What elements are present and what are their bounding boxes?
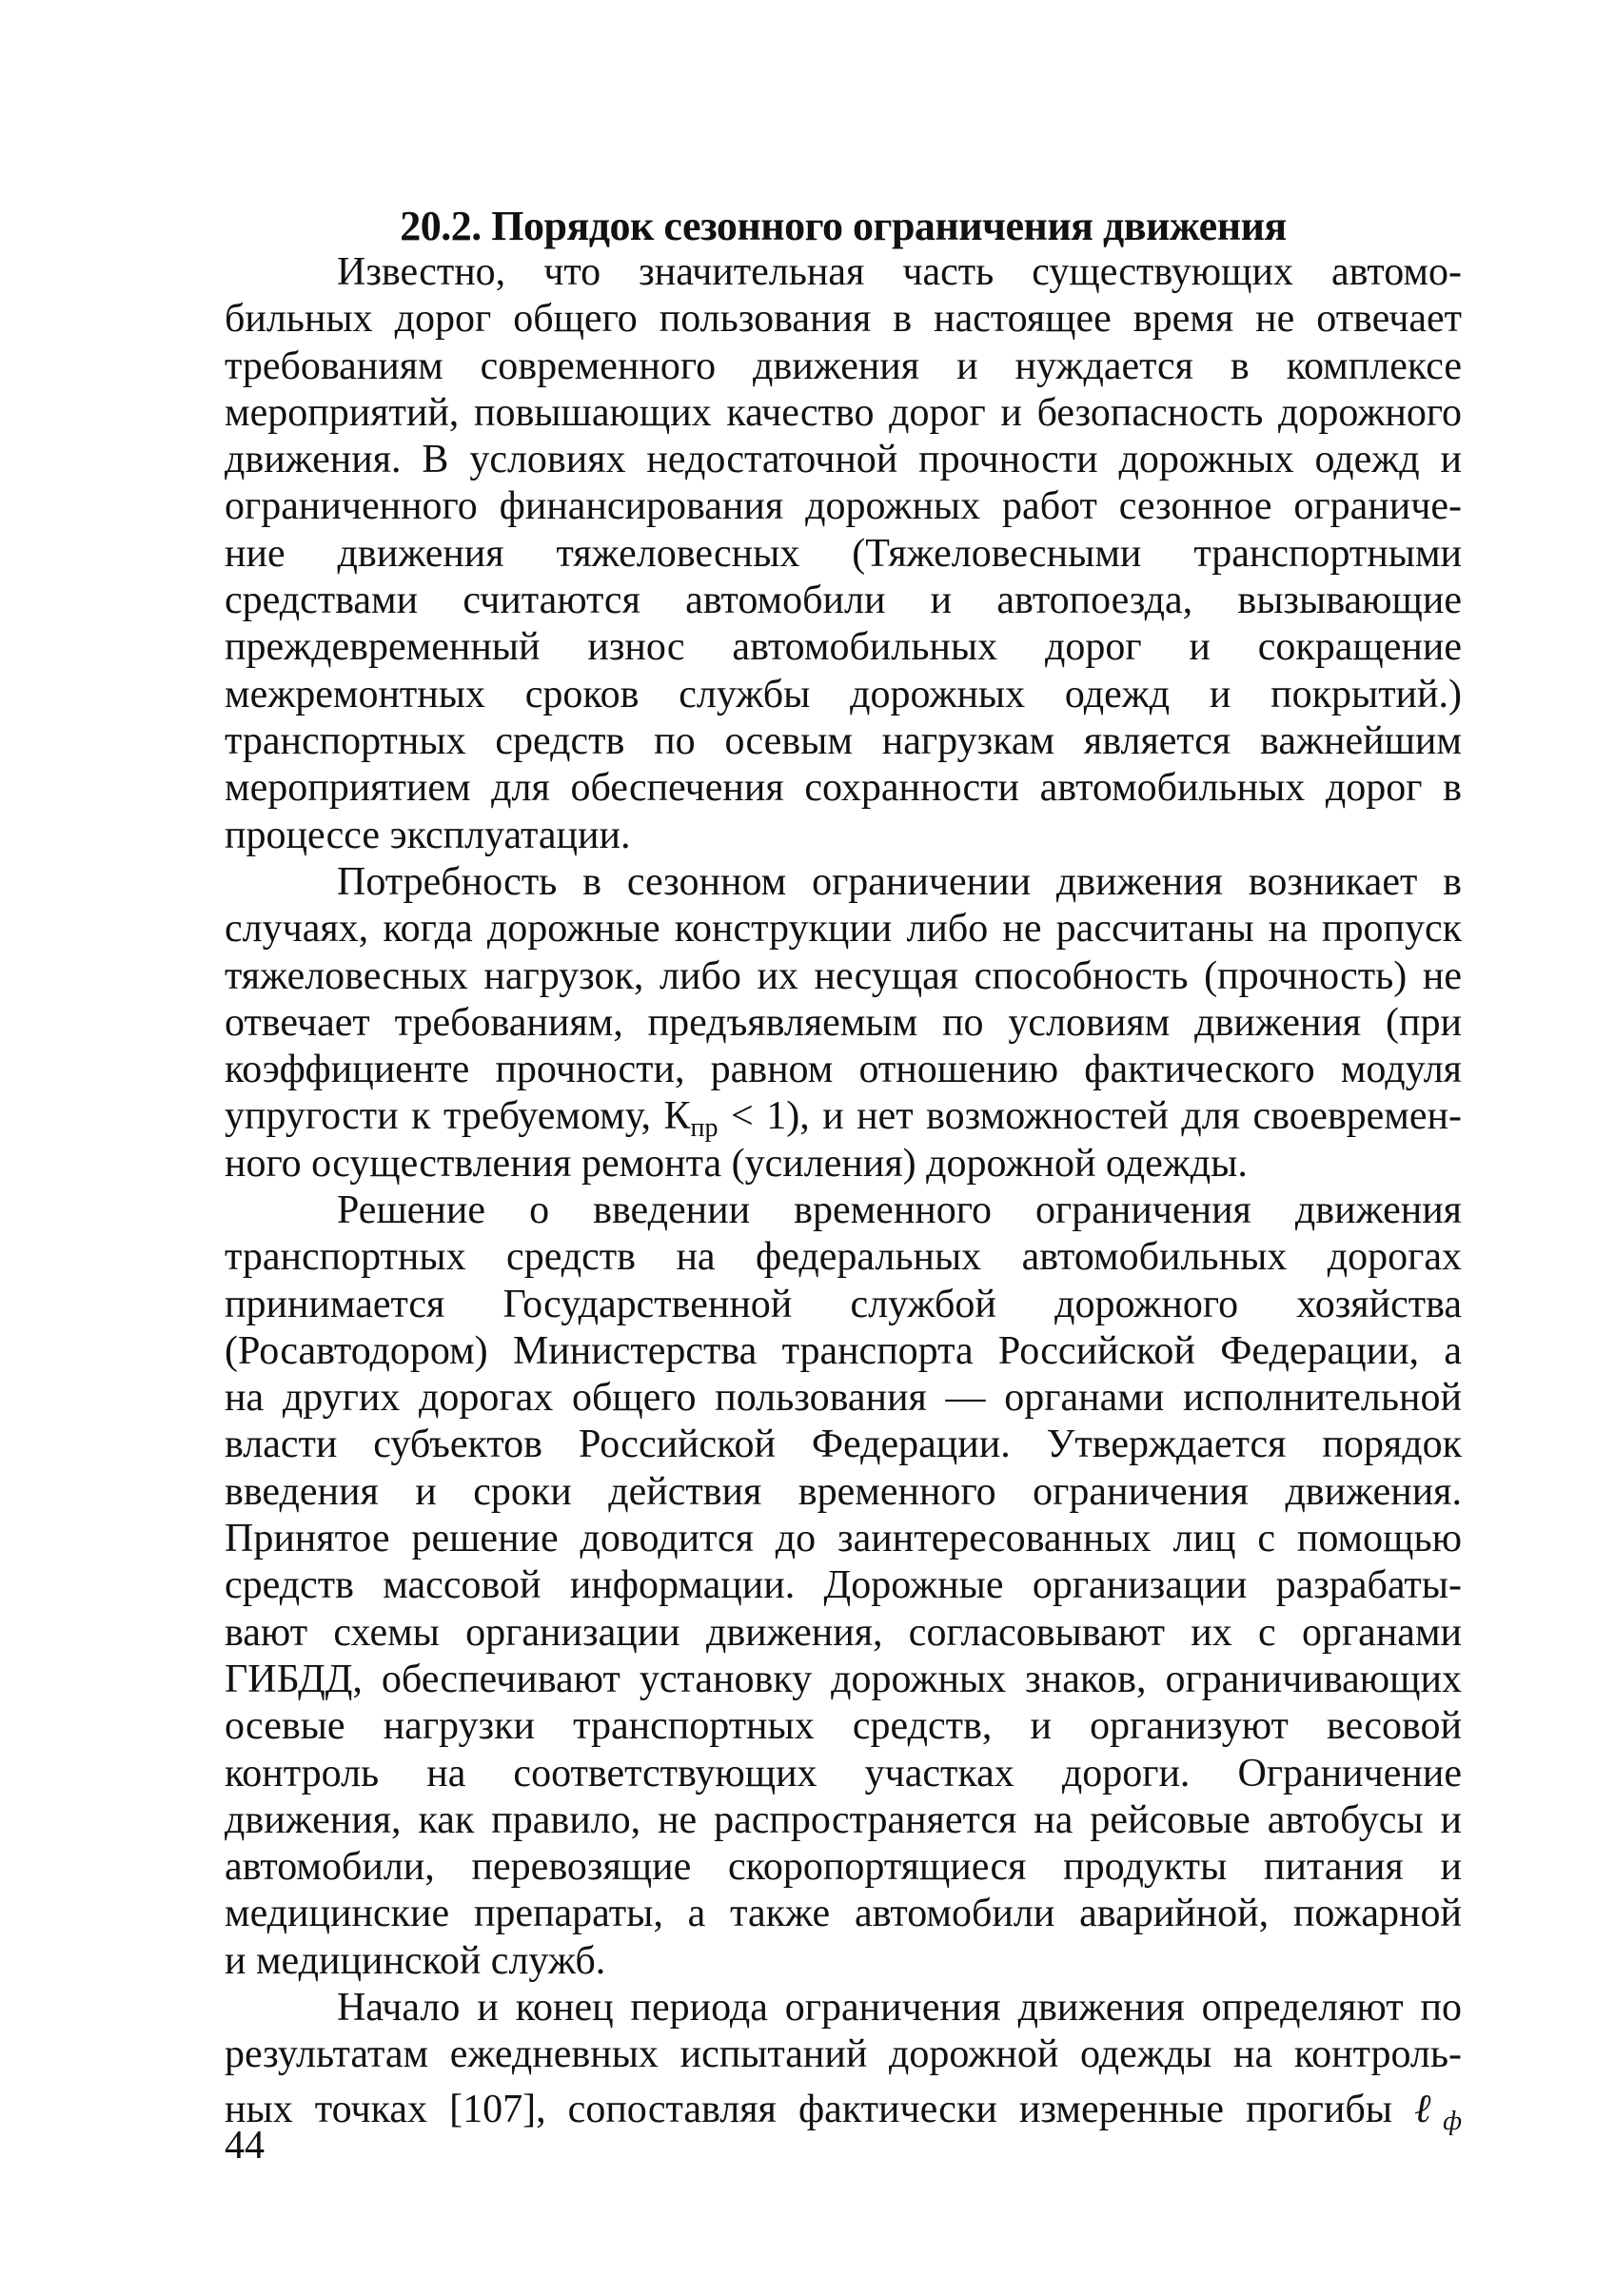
text-line-with-symbol: [225, 2087, 1463, 2136]
text-line: введения и сроки действия временного ограничения движения.: [225, 1469, 1462, 1514]
text-line: мероприятий, повышающих качество дорог и безопасность дорожного: [225, 390, 1462, 435]
text-line: Решение о введении временного ограничения движения: [337, 1188, 1462, 1232]
text-line: (Росавтодором) Министерства транспорта Российской Федерации, а: [225, 1328, 1462, 1373]
text-line: требованиям современного движения и нуждается в комплексе: [225, 343, 1462, 388]
text-line: контроль на соответствующих участках дороги. Ограничение: [225, 1751, 1462, 1796]
text-line: Начало и конец периода ограничения движения определяют по: [337, 1986, 1462, 2030]
text-line: межремонтных сроков службы дорожных одежд и покрытий.): [225, 672, 1462, 716]
text-line: и медицинской служб.: [225, 1938, 606, 1983]
text-line: транспортных средств на федеральных автомобильных дорогах: [225, 1235, 1462, 1280]
text-line: ного осуществления ремонта (усиления) дорожной одежды.: [225, 1141, 1248, 1186]
text-line: медицинские препараты, а также автомобили аварийной, пожарной: [225, 1892, 1462, 1936]
text-line: Известно, что значительная часть существующих автомо-: [337, 250, 1462, 294]
text-line-with-subscript: [225, 1093, 1462, 1144]
line-fragment: ных точках [107], сопоставляя фактически измеренные прогибы: [225, 2087, 1392, 2131]
text-line: ограниченного финансирования дорожных работ сезонное ограниче-: [225, 484, 1462, 529]
text-line: отвечает требованиям, предъявляемым по условиям движения (при: [225, 1000, 1462, 1045]
text-line: преждевременный износ автомобильных дорог и сокращение: [225, 625, 1462, 670]
text-line: Принятое решение доводится до заинтересованных лиц с помощью: [225, 1517, 1462, 1561]
paragraph-1: [225, 249, 1462, 859]
text-line: принимается Государственной службой дорожного хозяйства: [225, 1282, 1462, 1326]
text-line: на других дорогах общего пользования — органами исполнительной: [225, 1376, 1462, 1421]
symbol-letter: ℓ: [1414, 2087, 1444, 2131]
text-line: тяжеловесных нагрузок, либо их несущая способность (прочность) не: [225, 953, 1462, 998]
text-line: мероприятием для обеспечения сохранности автомобильных дорог в: [225, 766, 1462, 811]
text-line: бильных дорог общего пользования в настоящее время не отвечает: [225, 297, 1462, 342]
text-line: средствами считаются автомобили и автопоезда, вызывающие: [225, 579, 1462, 623]
page-number: 44: [225, 2124, 265, 2168]
subscript: пр: [690, 1113, 719, 1144]
text-line: ние движения тяжеловесных (Тяжеловесными транспортными: [225, 531, 1462, 576]
paragraph-2: [225, 859, 1462, 1187]
text-line: ГИБДД, обеспечивают установку дорожных знаков, ограничивающих: [225, 1657, 1462, 1701]
text-line: движения, как правило, не распространяется на рейсовые автобусы и: [225, 1797, 1462, 1842]
line-fragment: < 1), и нет возможностей для своевремен-: [718, 1094, 1462, 1139]
text-line: автомобили, перевозящие скоропортящиеся продукты питания и: [225, 1845, 1462, 1890]
text-line: коэффициенте прочности, равном отношению фактического модуля: [225, 1048, 1462, 1092]
section-title: 20.2. Порядок сезонного ограничения движения: [400, 203, 1287, 249]
text-line: осевые нагрузки транспортных средств, и организуют весовой: [225, 1704, 1462, 1749]
text-line: процессе эксплуатации.: [225, 813, 631, 857]
subscript: ф: [1443, 2106, 1463, 2136]
text-line: Потребность в сезонном ограничении движения возникает в: [337, 860, 1462, 904]
paragraph-4: [225, 1985, 1463, 2136]
text-line: средств массовой информации. Дорожные организации разрабаты-: [225, 1563, 1462, 1608]
deflection-symbol: [1414, 2087, 1463, 2136]
text-line: случаях, когда дорожные конструкции либо не рассчитаны на пропуск: [225, 907, 1462, 952]
text-line: результатам ежедневных испытаний дорожной одежды на контроль-: [225, 2032, 1462, 2077]
text-line: транспортных средств по осевым нагрузкам является важнейшим: [225, 718, 1462, 763]
text-line: вают схемы организации движения, согласовывают их с органами: [225, 1610, 1462, 1655]
text-line: движения. В условиях недостаточной прочности дорожных одежд и: [225, 438, 1462, 482]
paragraph-3: [225, 1187, 1462, 1985]
text-line: власти субъектов Российской Федерации. Утверждается порядок: [225, 1423, 1462, 1467]
line-fragment: упругости к требуемому, К: [225, 1094, 691, 1139]
